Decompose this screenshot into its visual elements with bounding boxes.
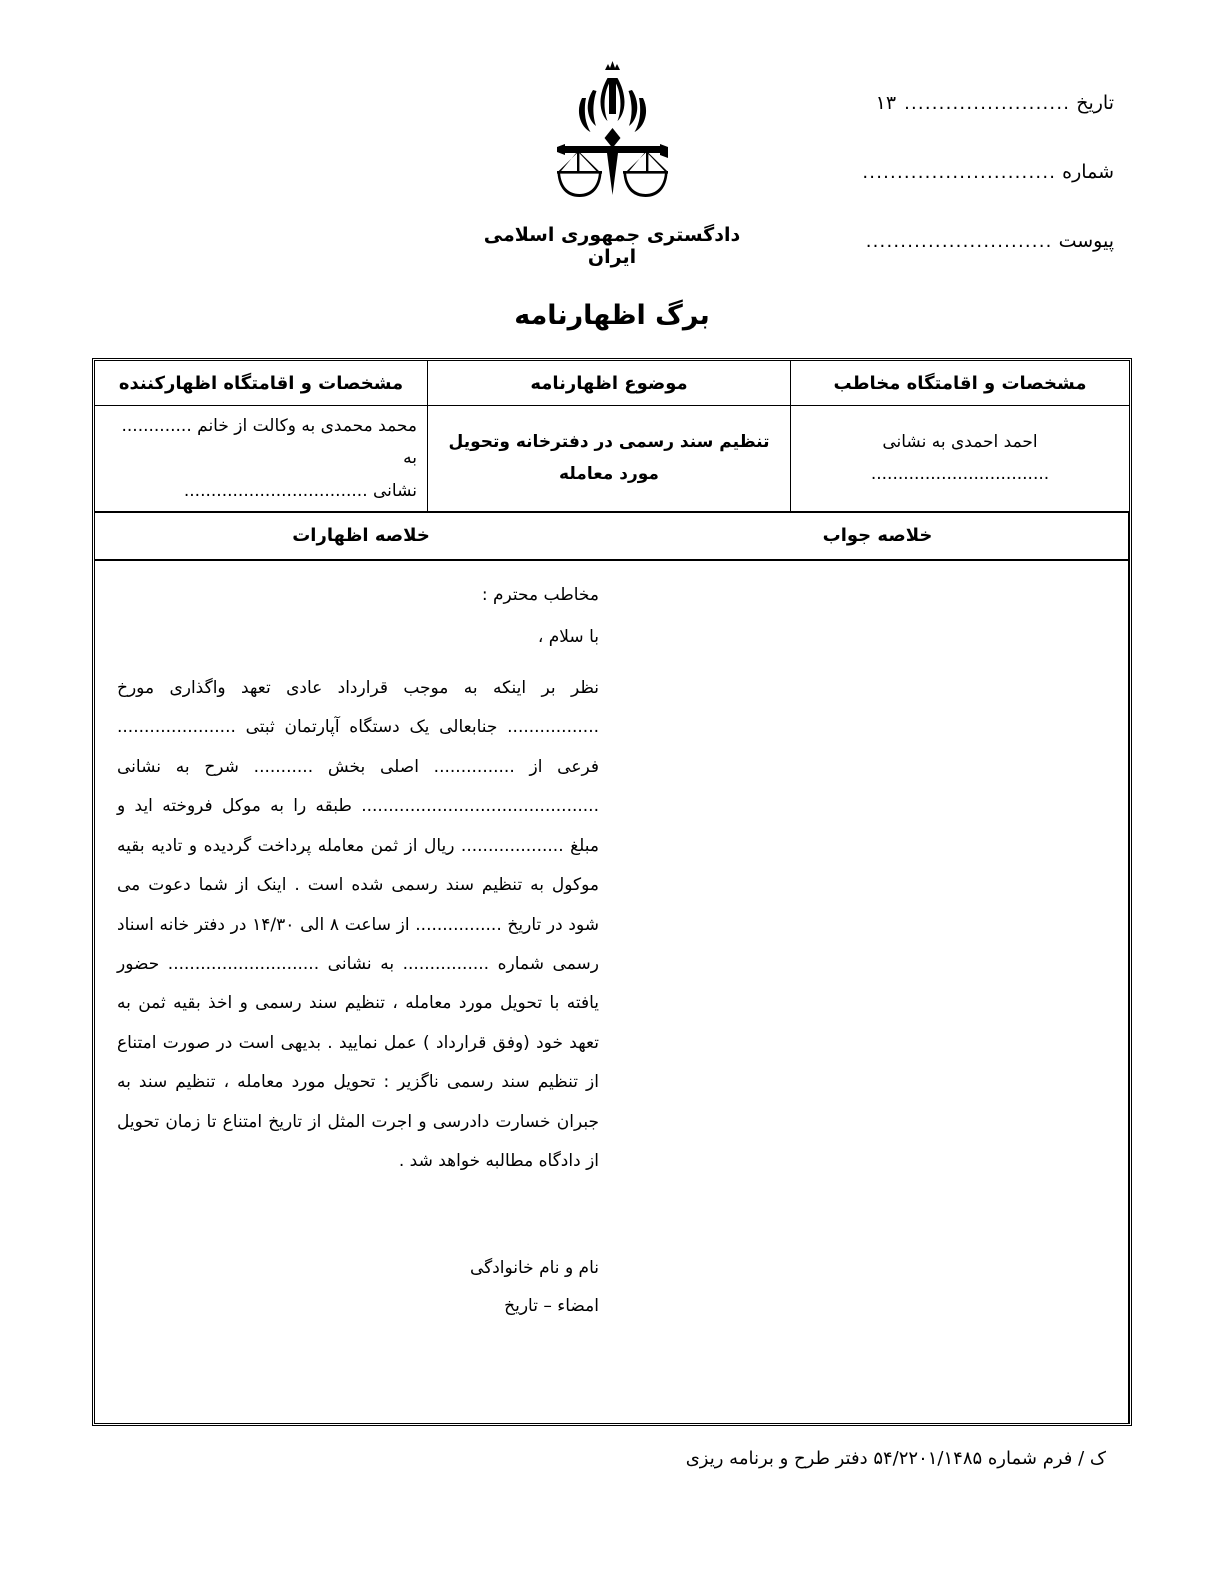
- header-cell-declarant: [95, 361, 427, 405]
- emblem-caption: دادگستری جمهوری اسلامی ایران: [483, 224, 741, 268]
- salutation-greeting: با سلام ،: [537, 626, 599, 647]
- page-title: برگ اظهارنامه: [514, 300, 710, 331]
- signature-block: [117, 1250, 599, 1413]
- header-cell-addressee: [791, 361, 1129, 405]
- table-row: [95, 406, 1129, 513]
- cell-subject: [427, 406, 791, 511]
- declarant-value-line2: نشانی ..................................: [183, 480, 417, 501]
- number-field-row: [814, 161, 1114, 183]
- declaration-table: [92, 358, 1132, 1426]
- cell-addressee: [791, 406, 1129, 511]
- date-field-row: [814, 92, 1114, 114]
- summary-body-row: [95, 561, 1129, 1423]
- addressee-value: احمد احمدی به نشانی .................................: [870, 432, 1050, 485]
- date-dots: ........................: [904, 93, 1071, 114]
- signature-date-label: امضاء – تاریخ: [504, 1295, 599, 1316]
- reply-summary-area[interactable]: [627, 561, 1129, 1423]
- attachment-field-row: [814, 230, 1114, 252]
- form-footer-note: ک / فرم شماره ۵۴/۲۲۰۱/۱۴۸۵ دفتر طرح و برنامه ریزی: [685, 1448, 1106, 1469]
- statements-summary-label: خلاصه اظهارات: [292, 525, 430, 547]
- attachment-label: پیوست: [1058, 230, 1114, 252]
- subject-header-label: موضوع اظهارنامه: [530, 372, 688, 394]
- cell-declarant: [95, 406, 427, 511]
- date-label: تاریخ: [1076, 92, 1114, 114]
- date-century-prefix: ۱۳: [875, 92, 897, 114]
- iran-judiciary-emblem-icon: [462, 42, 762, 268]
- number-dots: ............................: [862, 162, 1057, 183]
- number-label: شماره: [1062, 161, 1114, 183]
- statements-summary-area: [95, 561, 627, 1423]
- header-cell-reply-summary: [627, 513, 1129, 559]
- subject-value: تنظیم سند رسمی در دفترخانه وتحویل مورد معامله: [448, 432, 770, 485]
- reply-summary-label: خلاصه جواب: [822, 525, 933, 547]
- declarant-header-label: مشخصات و اقامتگاه اظهارکننده: [118, 372, 404, 394]
- addressee-header-label: مشخصات و اقامتگاه مخاطب: [833, 372, 1087, 394]
- document-header: [0, 0, 1224, 290]
- header-fields: [814, 92, 1114, 299]
- attachment-dots: ...........................: [865, 231, 1053, 252]
- declarant-value-line1: محمد محمدی به وکالت از خانم ............. به: [121, 416, 417, 469]
- table-header-row: [95, 361, 1129, 406]
- statement-paragraph: نظر بر اینکه به موجب قرارداد عادی تعهد واگذاری مورخ ................. جنابعالی یک دستگاه آپارتمان ثبتی ...................... فرعی از ............... اصلی بخش ........... شرح به نشانی ............................................ طبقه را به موکل فروخته اید و مبلغ ................... ریال از ثمن معامله پرداخت گردیده و تادیه بقیه موکول به تنظیم سند رسمی شده است . اینک از شما دعوت می شود در تاریخ ................ از ساعت ۸ الی ۱۴/۳۰ در دفتر خانه اسناد رسمی شماره ................ به نشانی ............................ حضور یافته با تحویل مورد معامله ، تنظیم سند رسمی و اخذ بقیه ثمن به تعهد خود (وفق قرارداد ) عمل نمایید . بدیهی است در صورت امتناع از تنظیم سند رسمی ناگزیر : تحویل مورد معامله ، تنظیم سند به جبران خسارت دادرسی و اجرت المثل از تاریخ امتناع تا زمان تحویل از دادگاه مطالبه خواهد شد .: [117, 677, 599, 1172]
- signature-name-label: نام و نام خانوادگی: [469, 1258, 599, 1279]
- salutation-addressee: مخاطب محترم :: [481, 584, 599, 605]
- summary-header-row: [95, 513, 1129, 561]
- header-cell-subject: [427, 361, 791, 405]
- header-cell-statements-summary: [95, 513, 627, 559]
